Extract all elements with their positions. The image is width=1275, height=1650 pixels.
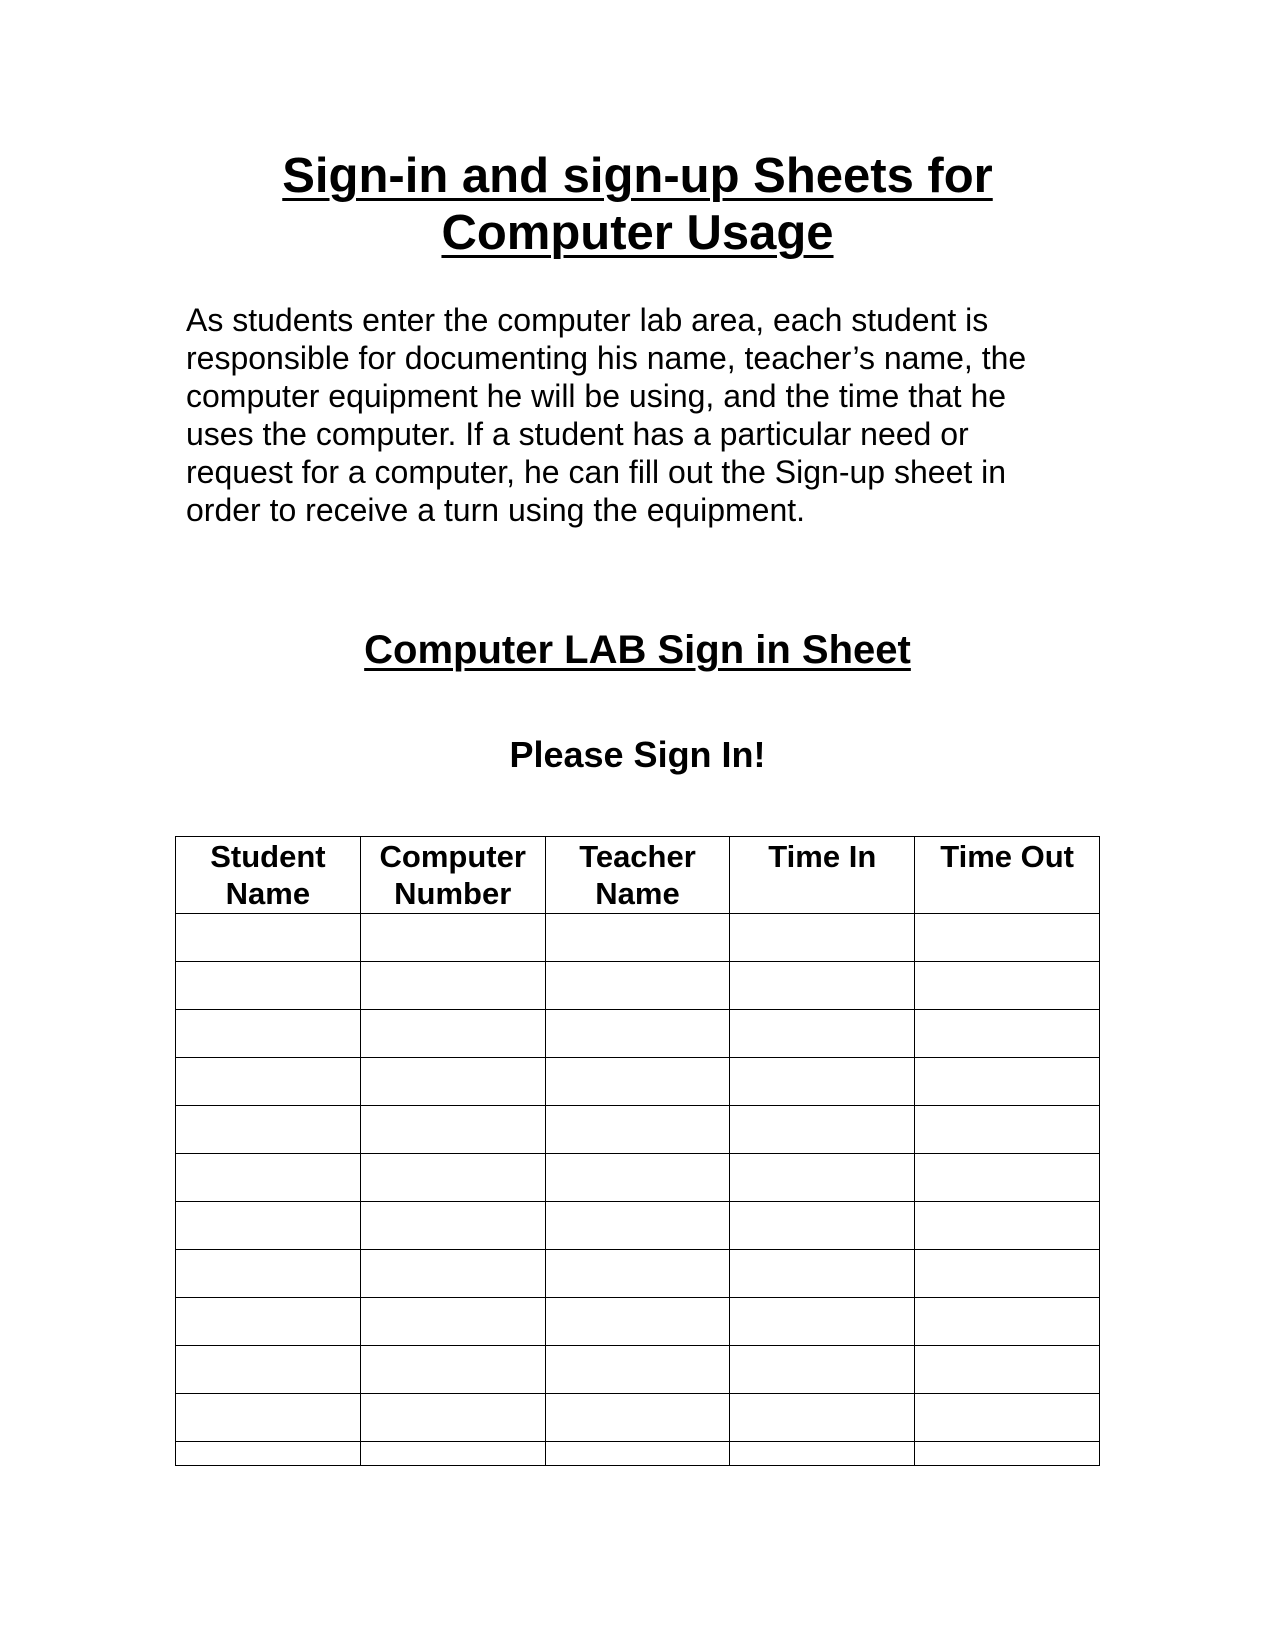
header-time-in: [730, 837, 915, 914]
header-time-out: [915, 837, 1100, 914]
table-cell: [176, 1154, 361, 1202]
table-row: [176, 1010, 1100, 1058]
table-cell: [730, 962, 915, 1010]
table-cell: [915, 1106, 1100, 1154]
table-cell: [730, 1202, 915, 1250]
table-cell: [730, 1394, 915, 1442]
table-cell: [360, 1154, 545, 1202]
table-row: [176, 1202, 1100, 1250]
table-cell: [360, 1298, 545, 1346]
table-body: [176, 914, 1100, 1466]
table-cell: [915, 1298, 1100, 1346]
table-row: [176, 1058, 1100, 1106]
table-cell: [176, 1058, 361, 1106]
table-cell: [360, 1394, 545, 1442]
sub-title: Please Sign In!: [509, 734, 766, 775]
table-cell: [545, 1250, 730, 1298]
table-cell: [915, 1250, 1100, 1298]
table-cell: [730, 1298, 915, 1346]
table-cell: [360, 1346, 545, 1394]
table-row: [176, 1394, 1100, 1442]
table-cell: [915, 914, 1100, 962]
table-cell: [915, 1346, 1100, 1394]
header-teacher-name: [545, 837, 730, 914]
table-cell: [176, 1202, 361, 1250]
header-line: Name: [225, 876, 311, 911]
table-cell: [360, 914, 545, 962]
table-cell: [730, 1250, 915, 1298]
table-cell: [176, 1346, 361, 1394]
table-row: [176, 1298, 1100, 1346]
table-cell: [915, 962, 1100, 1010]
intro-paragraph: [186, 301, 1086, 529]
table-cell: [730, 1058, 915, 1106]
table-cell: [360, 1058, 545, 1106]
table-cell: [915, 1010, 1100, 1058]
table-cell: [360, 1202, 545, 1250]
table-cell: [730, 914, 915, 962]
table-cell: [176, 1442, 361, 1466]
header-line: Name: [595, 876, 680, 911]
table-row: [176, 1154, 1100, 1202]
table-cell: [360, 1010, 545, 1058]
table-cell: [545, 1058, 730, 1106]
table-cell: [915, 1058, 1100, 1106]
table-cell: [915, 1154, 1100, 1202]
table-cell: [545, 1106, 730, 1154]
table-cell: [360, 1106, 545, 1154]
document-title: [150, 148, 1125, 262]
table-cell: [545, 914, 730, 962]
intro-line: request for a computer, he can fill out the Sign-up sheet in: [186, 454, 1007, 490]
table-cell: [915, 1202, 1100, 1250]
table-cell: [545, 1298, 730, 1346]
intro-line: computer equipment he will be using, and the time that he: [186, 378, 1007, 414]
intro-line: responsible for documenting his name, teacher’s name, the: [186, 340, 1027, 376]
intro-line: As students enter the computer lab area, each student is: [186, 302, 989, 338]
table-cell: [545, 1442, 730, 1466]
table-row: [176, 1106, 1100, 1154]
table-cell: [545, 1154, 730, 1202]
table-cell: [545, 1202, 730, 1250]
intro-line: uses the computer. If a student has a particular need or: [186, 416, 969, 452]
table-cell: [915, 1394, 1100, 1442]
table-cell: [730, 1442, 915, 1466]
header-line: Computer: [379, 839, 526, 874]
section-title: Computer LAB Sign in Sheet: [364, 628, 911, 672]
title-line: Sign-in and sign-up Sheets for: [282, 149, 993, 203]
header-student-name: [176, 837, 361, 914]
header-line: Student: [210, 839, 326, 874]
header-line: Teacher: [579, 839, 696, 874]
table-cell: [176, 914, 361, 962]
header-computer-number: [360, 837, 545, 914]
table-cell: [176, 1010, 361, 1058]
table-cell: [176, 1394, 361, 1442]
table-cell: [730, 1346, 915, 1394]
header-line: Number: [394, 876, 512, 911]
table-cell: [915, 1442, 1100, 1466]
sign-in-table: [175, 836, 1100, 1466]
table-cell: [545, 1346, 730, 1394]
table-row: [176, 914, 1100, 962]
table-header-row: [176, 837, 1100, 914]
table-cell: [176, 1106, 361, 1154]
table-cell: [545, 962, 730, 1010]
table-cell: [360, 962, 545, 1010]
table-cell: [730, 1106, 915, 1154]
table-row: [176, 1442, 1100, 1466]
header-line: Time In: [768, 839, 877, 874]
table-row: [176, 962, 1100, 1010]
table-cell: [176, 1298, 361, 1346]
header-line: Time Out: [940, 839, 1074, 874]
table-row: [176, 1250, 1100, 1298]
table-cell: [545, 1010, 730, 1058]
table-cell: [730, 1154, 915, 1202]
title-line: Computer Usage: [441, 206, 834, 260]
intro-line: order to receive a turn using the equipment.: [186, 492, 806, 528]
table-cell: [176, 1250, 361, 1298]
table-cell: [360, 1250, 545, 1298]
table-cell: [730, 1010, 915, 1058]
table-cell: [176, 962, 361, 1010]
table-cell: [360, 1442, 545, 1466]
table-cell: [545, 1394, 730, 1442]
table-row: [176, 1346, 1100, 1394]
